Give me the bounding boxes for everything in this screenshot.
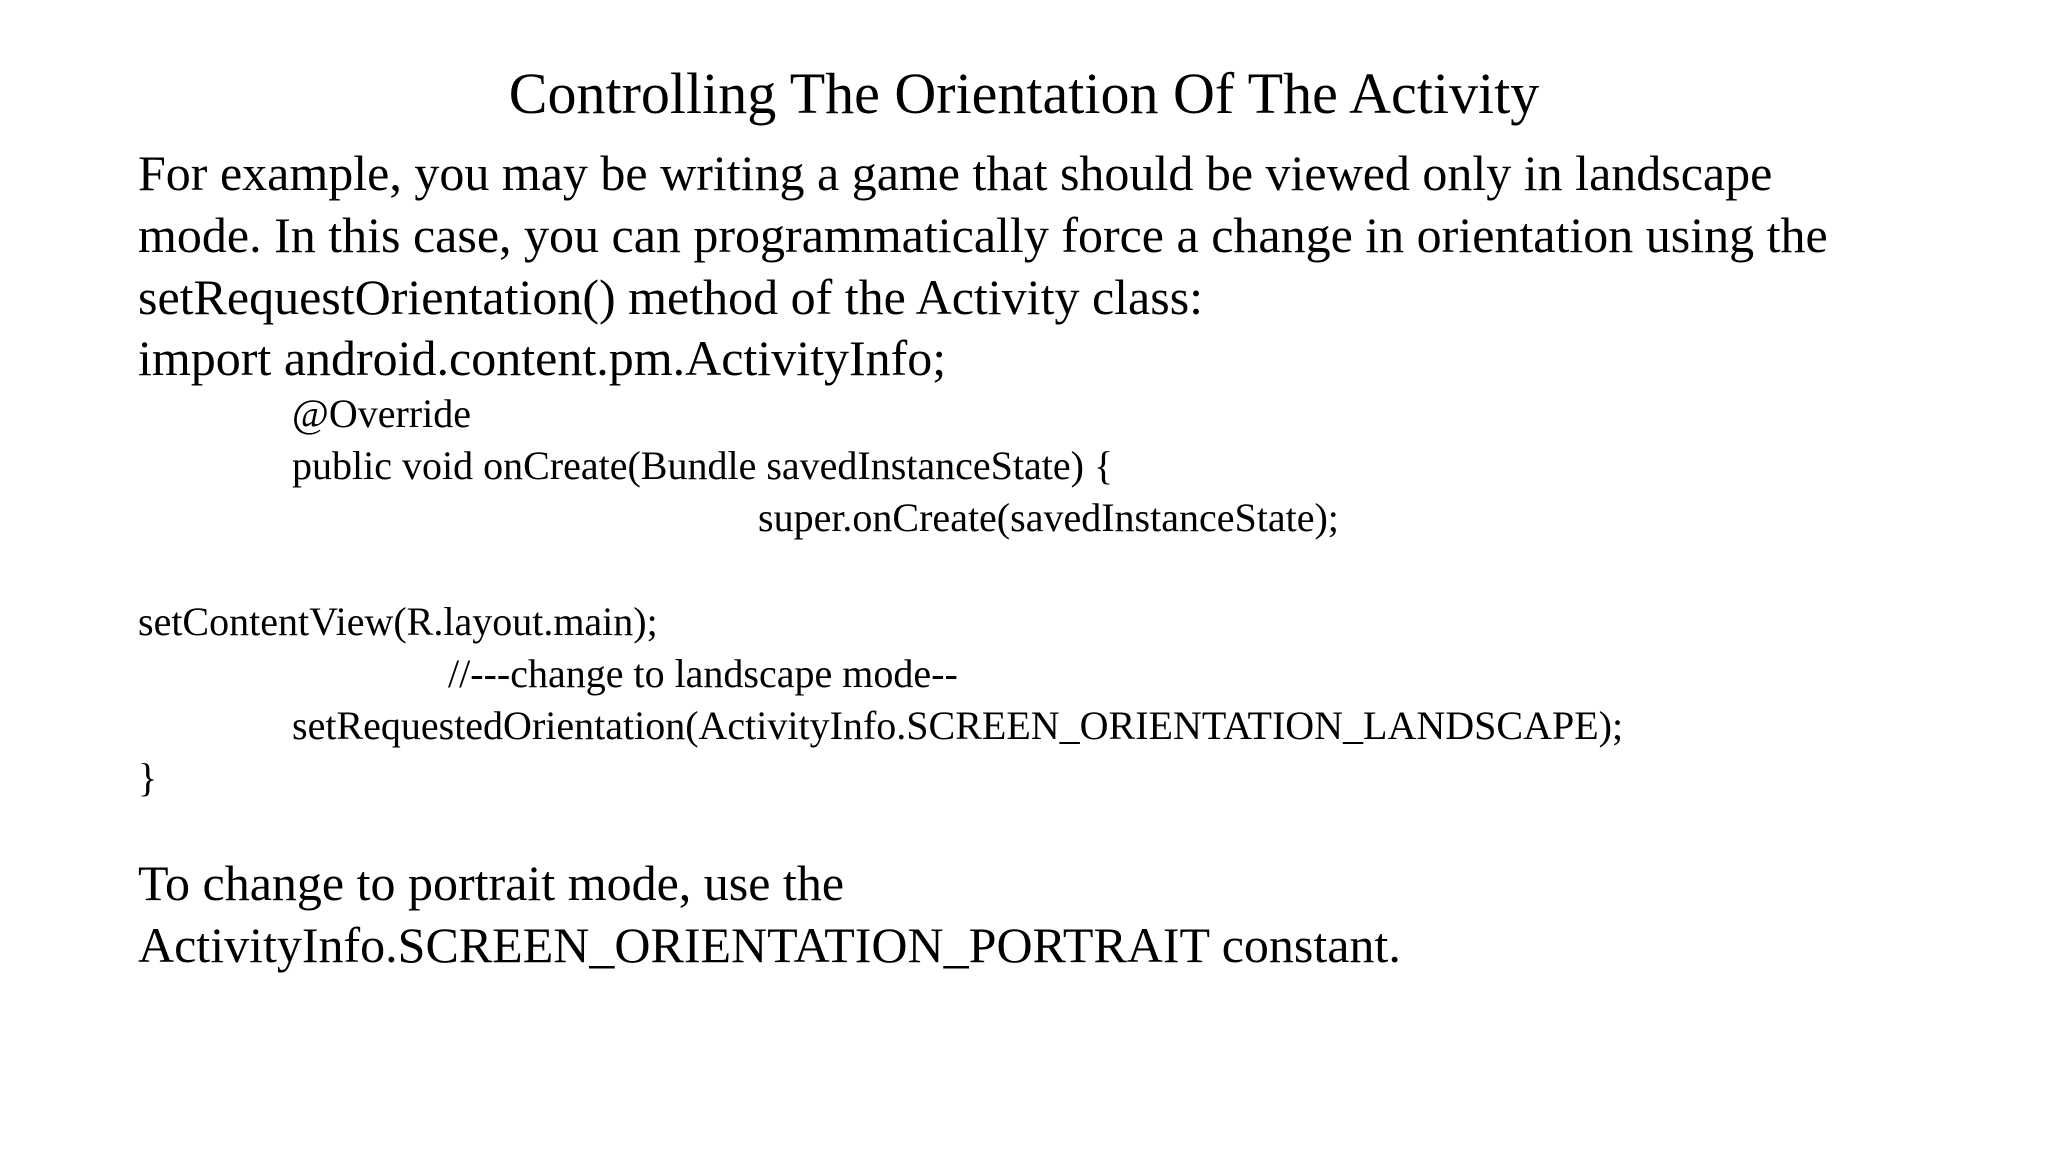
- outro-paragraph: [138, 852, 1958, 976]
- code-set-content-view: setContentView(R.layout.main);: [138, 599, 658, 644]
- code-set-orientation: setRequestedOrientation(ActivityInfo.SCREEN_ORIENTATION_LANDSCAPE);: [292, 703, 1624, 748]
- intro-line: setRequestOrientation() method of the Activity class:: [138, 269, 1204, 325]
- intro-paragraph: [138, 142, 1958, 328]
- code-super-call: super.onCreate(savedInstanceState);: [758, 495, 1339, 540]
- code-override-annotation: @Override: [292, 391, 471, 436]
- intro-line: mode. In this case, you can programmatically force a change in orientation using the: [138, 207, 1828, 263]
- code-closing-brace: }: [138, 755, 158, 800]
- slide-title: Controlling The Orientation Of The Activity: [508, 61, 1540, 126]
- outro-line: ActivityInfo.SCREEN_ORIENTATION_PORTRAIT constant.: [138, 917, 1401, 973]
- intro-line: For example, you may be writing a game that should be viewed only in landscape: [138, 145, 1773, 201]
- outro-line: To change to portrait mode, use the: [138, 855, 845, 911]
- code-comment: //---change to landscape mode--: [448, 651, 958, 696]
- import-statement: import android.content.pm.ActivityInfo;: [138, 330, 947, 386]
- code-oncreate-signature: public void onCreate(Bundle savedInstanceState) {: [292, 443, 1114, 488]
